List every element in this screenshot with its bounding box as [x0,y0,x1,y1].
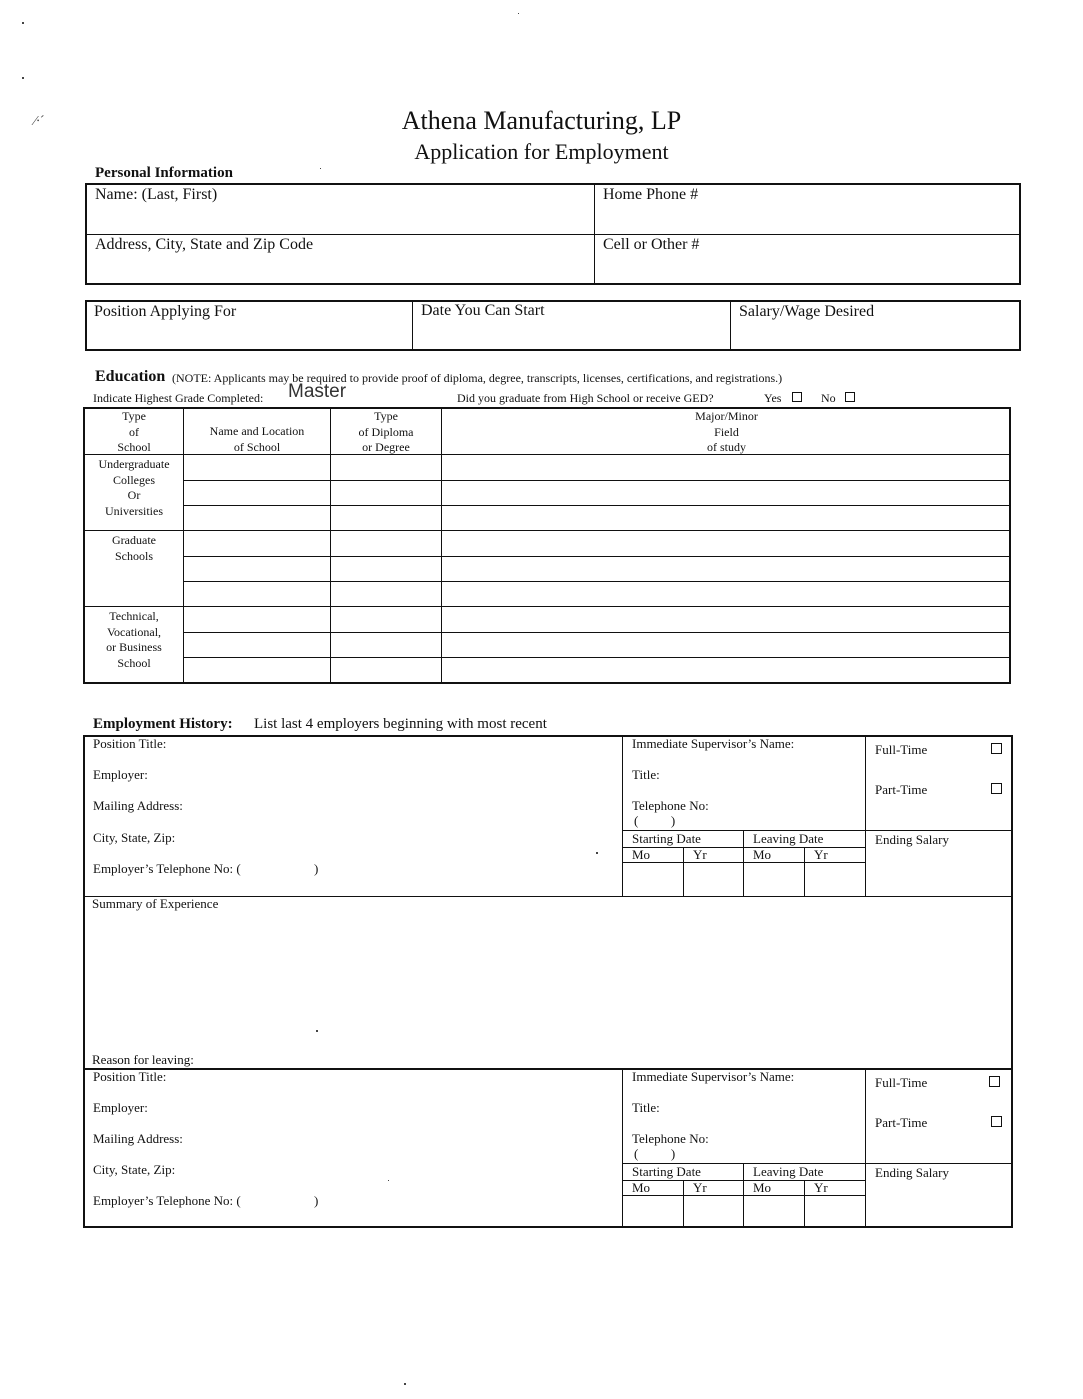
summary-label: Summary of Experience [92,896,219,911]
address-field[interactable]: Address, City, State and Zip Code [95,236,314,253]
full-time-checkbox[interactable] [989,1076,1000,1087]
form-title: Application for Employment [414,139,669,164]
title-label: Title: [632,1100,660,1115]
telephone-parens: ( ) [634,813,676,828]
divider [865,1068,866,1228]
divider [83,606,1011,607]
divider [183,581,1011,582]
supervisor-label: Immediate Supervisor’s Name: [632,736,795,751]
leave-yr-label: Yr [814,847,828,862]
employer-label: Employer: [93,767,148,782]
divider [594,183,595,285]
name-field[interactable]: Name: (Last, First) [95,186,218,203]
scan-speck [404,1383,406,1385]
ged-no-checkbox[interactable] [845,392,855,402]
full-time-label: Full-Time [875,742,928,757]
start-yr-label: Yr [693,847,707,862]
scan-speck [320,168,321,169]
divider [412,300,413,351]
leaving-date-label: Leaving Date [753,831,824,846]
employer-phone-close: ) [314,1193,319,1208]
part-time-label: Part-Time [875,782,928,797]
ged-no-label: No [821,391,836,405]
full-time-label: Full-Time [875,1075,928,1090]
col-name-location: Name and Location of School [209,424,305,454]
start-yr-label: Yr [693,1180,707,1195]
row-graduate: Graduate Schools [112,533,156,563]
telephone-parens: ( ) [634,1146,676,1161]
salary-desired-field[interactable]: Salary/Wage Desired [739,303,875,320]
title-label: Title: [632,767,660,782]
divider [83,896,1013,897]
row-undergraduate: Undergraduate Colleges Or Universities [98,457,170,518]
divider [622,1068,623,1228]
starting-date-label: Starting Date [632,1164,701,1179]
highest-grade-value[interactable]: Master [288,381,347,402]
divider [743,1163,744,1228]
start-date-field[interactable]: Date You Can Start [421,302,545,319]
col-type-of-school: Type of School [117,409,151,454]
divider [183,657,1011,658]
employer-block-1 [83,735,1013,1070]
col-major: Major/Minor Field of study [695,409,758,454]
divider [683,1180,684,1228]
divider [183,505,1011,506]
divider [683,847,684,896]
divider [743,830,744,896]
ged-question: Did you graduate from High School or receive GED? [457,391,714,405]
position-title-label: Position Title: [93,1069,167,1084]
ending-salary-label: Ending Salary [875,1165,950,1180]
telephone-label: Telephone No: [632,1131,709,1146]
divider [183,632,1011,633]
divider [804,847,805,896]
education-heading: Education [95,368,166,385]
divider [83,530,1011,531]
employer-phone-close: ) [314,861,319,876]
leave-mo-label: Mo [753,847,772,862]
employment-heading: Employment History: [93,716,233,732]
row-technical: Technical, Vocational, or Business School [106,609,162,670]
city-state-zip-label: City, State, Zip: [93,830,176,845]
part-time-checkbox[interactable] [991,783,1002,794]
divider [804,1180,805,1228]
ged-yes-label: Yes [764,391,782,405]
employment-subheading: List last 4 employers beginning with most recent [254,716,547,732]
reason-label: Reason for leaving: [92,1052,194,1067]
start-mo-label: Mo [632,847,651,862]
scan-speck [518,13,519,14]
divider [730,300,731,351]
employer-phone-label: Employer’s Telephone No: ( [93,861,241,876]
leave-mo-label: Mo [753,1180,772,1195]
ged-yes-checkbox[interactable] [792,392,802,402]
employer-label: Employer: [93,1100,148,1115]
col-type-diploma: Type of Diploma or Degree [358,409,414,454]
start-mo-label: Mo [632,1180,651,1195]
highest-grade-label: Indicate Highest Grade Completed: [93,391,264,405]
position-applying-field[interactable]: Position Applying For [94,303,237,320]
ending-salary-label: Ending Salary [875,832,950,847]
supervisor-label: Immediate Supervisor’s Name: [632,1069,795,1084]
starting-date-label: Starting Date [632,831,701,846]
personal-info-heading: Personal Information [95,165,233,181]
company-name: Athena Manufacturing, LP [401,106,682,135]
leaving-date-label: Leaving Date [753,1164,824,1179]
divider [183,480,1011,481]
divider [183,556,1011,557]
telephone-label: Telephone No: [632,798,709,813]
education-note: (NOTE: Applicants may be required to provide proof of diploma, degree, transcripts, licenses, certifications, and registrations.) [172,371,783,385]
leave-yr-label: Yr [814,1180,828,1195]
part-time-label: Part-Time [875,1115,928,1130]
mailing-address-label: Mailing Address: [93,1131,183,1146]
scan-mark: ⁄∙´ [34,114,45,129]
scan-speck [22,22,24,24]
mailing-address-label: Mailing Address: [93,798,183,813]
divider [865,735,866,896]
home-phone-field[interactable]: Home Phone # [603,186,699,203]
part-time-checkbox[interactable] [991,1116,1002,1127]
city-state-zip-label: City, State, Zip: [93,1162,176,1177]
divider [622,735,623,896]
scan-speck [22,77,24,79]
employer-phone-label: Employer’s Telephone No: ( [93,1193,241,1208]
full-time-checkbox[interactable] [991,743,1002,754]
cell-phone-field[interactable]: Cell or Other # [603,236,700,253]
position-title-label: Position Title: [93,736,167,751]
divider [85,234,1021,235]
